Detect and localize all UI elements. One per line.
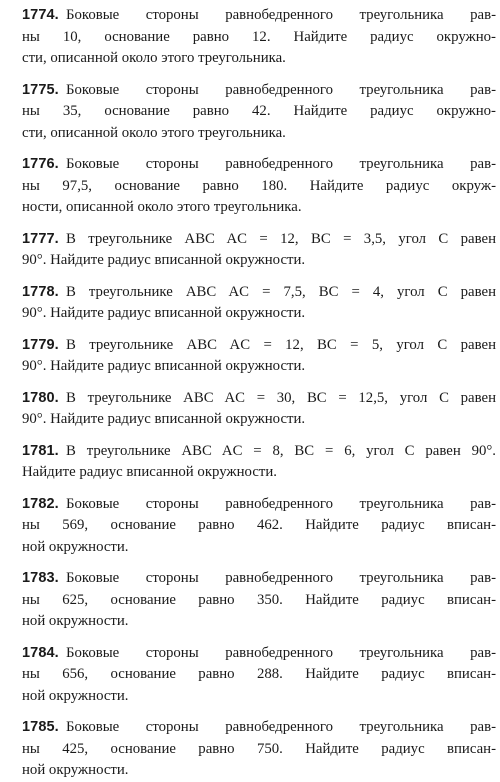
problem-line: В треугольнике ABC AC = 30, BC = 12,5, угол C равен <box>66 389 496 406</box>
problem-line: ности, описанной около этого треугольника. <box>22 199 302 215</box>
problem-1780 <box>22 388 496 431</box>
problem-line: В треугольнике ABC AC = 12, BC = 5, угол C равен <box>66 336 496 353</box>
problem-line: ны 10, основание равно 12. Найдите радиус окружно- <box>22 28 496 45</box>
problem-1779 <box>22 335 496 378</box>
problem-number: 1777. <box>22 230 59 247</box>
problem-line: Боковые стороны равнобедренного треугольника рав- <box>66 719 496 735</box>
problem-line: 90°. Найдите радиус вписанной окружности. <box>22 252 306 268</box>
problem-line: ны 35, основание равно 42. Найдите радиус окружно- <box>22 103 496 119</box>
problem-line: Боковые стороны равнобедренного треугольника рав- <box>66 644 496 661</box>
problem-1774 <box>22 5 496 70</box>
problem-line: ной окружности. <box>22 538 129 555</box>
problem-1782 <box>22 494 496 559</box>
problem-number: 1785. <box>22 719 59 735</box>
problem-line: ной окружности. <box>22 613 129 629</box>
problem-line: Боковые стороны равнобедренного треугольника рав- <box>66 7 496 23</box>
problem-number: 1774. <box>22 7 59 23</box>
problem-line: Боковые стороны равнобедренного треугольника рав- <box>66 156 496 172</box>
problem-line: Боковые стороны равнобедренного треугольника рав- <box>66 81 496 98</box>
problem-number: 1780. <box>22 389 59 406</box>
problem-line: В треугольнике ABC AC = 12, BC = 3,5, угол C равен <box>66 230 496 247</box>
problem-line: ны 625, основание равно 350. Найдите радиус вписан- <box>22 591 496 608</box>
problem-1778 <box>22 282 496 325</box>
problem-number: 1779. <box>22 336 59 353</box>
problem-1775 <box>22 80 496 145</box>
problem-1784 <box>22 643 496 708</box>
problem-line: В треугольнике ABC AC = 8, BC = 6, угол C равен 90°. <box>66 442 496 459</box>
problem-number: 1776. <box>22 156 59 172</box>
problem-line: ны 656, основание равно 288. Найдите радиус вписан- <box>22 666 496 682</box>
problem-number: 1782. <box>22 495 59 512</box>
problem-line: сти, описанной около этого треугольника. <box>22 50 286 66</box>
problem-line: 90°. Найдите радиус вписанной окружности. <box>22 305 306 321</box>
problem-line: сти, описанной около этого треугольника. <box>22 124 286 141</box>
problem-line: 90°. Найдите радиус вписанной окружности. <box>22 411 306 427</box>
problem-number: 1783. <box>22 570 59 586</box>
problem-1781 <box>22 441 496 484</box>
problem-1776 <box>22 154 496 219</box>
problem-line: ны 569, основание равно 462. Найдите радиус вписан- <box>22 517 496 533</box>
problem-number: 1784. <box>22 644 59 661</box>
problem-1777 <box>22 229 496 272</box>
problem-line: ны 425, основание равно 750. Найдите радиус вписан- <box>22 740 496 757</box>
problem-line: 90°. Найдите радиус вписанной окружности. <box>22 358 306 374</box>
problem-number: 1781. <box>22 442 59 459</box>
problem-line: В треугольнике ABC AC = 7,5, BC = 4, угол C равен <box>66 283 496 300</box>
problem-line: ной окружности. <box>22 762 129 778</box>
problem-line: ны 97,5, основание равно 180. Найдите радиус окруж- <box>22 177 496 194</box>
problem-number: 1778. <box>22 283 59 300</box>
problem-number: 1775. <box>22 81 59 98</box>
problem-line: Боковые стороны равнобедренного треугольника рав- <box>66 570 496 586</box>
problem-line: ной окружности. <box>22 687 129 704</box>
problem-1783 <box>22 568 496 633</box>
problem-line: Боковые стороны равнобедренного треугольника рав- <box>66 495 496 512</box>
problem-line: Найдите радиус вписанной окружности. <box>22 464 277 480</box>
